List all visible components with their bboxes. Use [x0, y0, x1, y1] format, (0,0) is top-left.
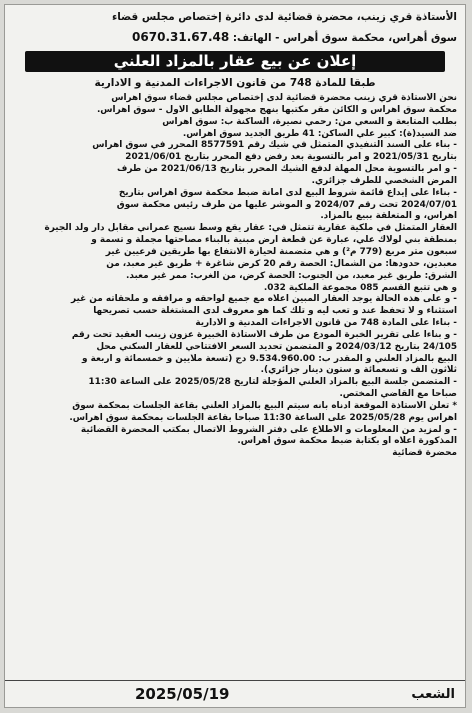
body-line: بتاريخ 2021/05/31 و أمر بالتسوية بعد رفض دفع المحرر بتاريخ 2021/06/01 — [125, 152, 457, 163]
body-line: - و أمر بالتسوية محل المهلة لدفع الشيك المحرر بتاريخ 2021/06/13 من طرف — [117, 164, 457, 175]
body-line: - و على هذه الحالة يوجد العقار المبين أعلاه مع جميع لواحقه و مرافقه و ملحقاته من غير — [70, 294, 457, 305]
body-line: أهراس يوم 2025/05/28 على الساعة 11:30 صباحا بقاعة الجلسات بمحكمة سوق أهراس. — [69, 412, 457, 423]
announcement-body — [13, 93, 457, 460]
phone-number: 0670.31.67.48 — [132, 30, 230, 44]
footer — [5, 680, 465, 707]
body-line: البيع بالمزاد العلني و المقدر ب: 9.534.960.00 دج (تسعة ملايين و خمسمائة و اربعة و — [82, 353, 457, 364]
header-office-text: سوق أهراس، محكمة سوق أهراس - الهاتف: — [232, 32, 457, 44]
announcement-page — [4, 4, 466, 708]
body-line: محكمة سوق أهراس و الكائن مقر مكتبها بنهج مجهولة الطابق الاول - سوق أهراس. — [96, 104, 457, 115]
header-line-1: الأستاذة قري زينب، محضرة قضائية لدى دائرة إختصاص مجلس قضاء — [111, 11, 457, 23]
body-line: - المتضمن جلسة البيع بالمزاد العلني المؤجلة لتاريخ 2025/05/28 على الساعة 11:30 — [88, 377, 457, 388]
body-line: أهراس، و المتعلقة ببيع بالمزاد. — [320, 211, 457, 222]
body-line: - و بناءا على تقرير الخبرة المودع من طرف الأستاذة الخبيرة عزون زينب العقيد تحت رقم — [71, 329, 457, 340]
header-line-2 — [13, 30, 457, 46]
body-line: - بناء على السند التنفيذي المتمثل في شيك رقم 8577591 المحرر في سوق أهراس — [92, 140, 457, 151]
body-line: * تعلن الأستاذة الموقعة أدناه بانه سيتم البيع بالمزاد العلني بقاعة الجلسات بمحكمة سوق — [72, 400, 457, 411]
body-line: 2024/07/01 تحت رقم 2024/07 و الموشر عليها من طرف رئيس محكمة سوق — [116, 199, 457, 210]
body-line: ثلاثون ألف و تسعمائة و ستون دينار جزائري). — [260, 365, 457, 376]
body-line: بطلب المتابعة و السعي من: رحمي نصيرة، الساكنة ب: سوق أهراس — [162, 116, 457, 127]
body-line: معبدين، حدودها: من الشمال: الحصة رقم 20 كرض شاغرة + طريق غير معبد، من — [106, 258, 457, 269]
body-line: و هي تتبع القسم 085 مجموعة الملكية 032. — [263, 282, 457, 293]
body-line: نحن الأستاذة قري زينب محضرة قضائية لدى إختصاص مجلس قضاء سوق أهراس — [111, 93, 457, 103]
body-line: بمنطقة بني لولاك علي، عبارة عن قطعة أرض مبنية بالبناء مصاحتها مجملة و تسمة و — [91, 235, 457, 246]
body-line: - و لمزيد من المعلومات و الاطلاع على دفتر الشروط الاتصال بمكتب المحضرة القضائية — [80, 424, 457, 435]
body-line: المذكورة أعلاه أو بكتابة ضبط محكمة سوق أهراس. — [237, 436, 457, 447]
body-line: سبعون متر مربع (779 م²) و هي متضمنة لحيازة الانتفاع بها طريقين فرعيين غير — [105, 246, 457, 257]
body-line: محضرة قضائية — [392, 448, 457, 459]
body-line: 24/105 بتاريخ 2024/03/12 و المتضمن تحديد السعر الافتتاحي للعقار السكني محل — [96, 341, 457, 352]
publication-date: 2025/05/19 — [135, 685, 230, 703]
body-line: الشرق: طريق غير معبد، من الجنوب: الحصة كرض، من الغرب: ممر غير معبد. — [126, 270, 457, 281]
body-line: استثناء و لا تحفظ عند و تعب ليه و تلك كما هو معروف لدى المشتغلة حسب تصريحها — [93, 306, 457, 317]
newspaper-name: الشعب — [411, 687, 455, 702]
body-line: ضد السيد(ة): كبير علي الساكن: 41 طريق الجديد سوق أهراس. — [182, 128, 457, 139]
legal-basis-subtitle: طبقا للمادة 748 من قانون الاجراءات المدنية و الادارية — [94, 77, 376, 89]
announcement-banner: إعلان عن بيع عقار بالمزاد العلني — [25, 51, 445, 72]
body-line: المرض الشخصي للطرف جزائري. — [311, 175, 457, 186]
body-line: - بناءا على إيداع قائمة شروط البيع لدى أمانة ضبط محكمة سوق أهراس بتاريخ — [118, 187, 457, 198]
body-line: صباحا مع القاضي المختص. — [339, 389, 457, 400]
body-line: العقار المتمثل في ملكية عقارية تتمثل في: عقار يقع وسط نسيج عمراني مقابل دار ولد الجيرة — [44, 223, 457, 234]
body-line: - بناءا على المادة 748 من قانون الاجراءات المدنية و الادارية — [195, 318, 457, 329]
